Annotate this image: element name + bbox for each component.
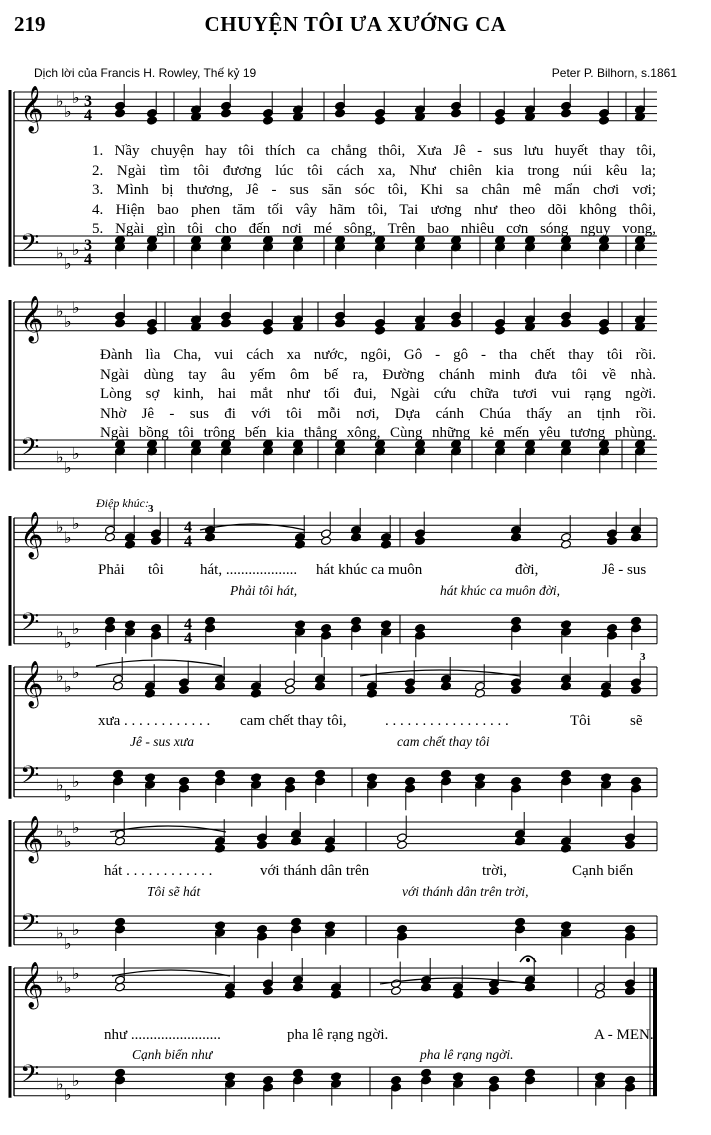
notehead <box>215 844 226 854</box>
notehead <box>415 536 426 546</box>
flat-icon: ♭ <box>72 620 80 638</box>
notehead <box>335 108 346 118</box>
treble-clef-icon: 𝄞 <box>20 661 44 706</box>
notehead <box>295 540 306 550</box>
notehead <box>321 536 332 546</box>
flat-icon: ♭ <box>64 530 72 548</box>
notehead <box>453 990 464 1000</box>
flat-icon: ♭ <box>56 303 64 321</box>
notehead <box>391 986 402 996</box>
refrain-bass-word: Phải tôi hát, <box>230 583 298 598</box>
flat-icon: ♭ <box>72 921 80 939</box>
flat-icon: ♭ <box>72 819 80 837</box>
flat-icon: ♭ <box>72 773 80 791</box>
fermata-dot <box>526 958 529 961</box>
notehead <box>595 990 606 1000</box>
notehead <box>451 318 462 328</box>
flat-icon: ♭ <box>64 788 72 806</box>
notehead <box>251 689 262 699</box>
refrain-bass-word: với thánh dân trên trời, <box>402 884 529 899</box>
flat-icon: ♭ <box>56 668 64 686</box>
notehead <box>375 116 386 126</box>
refrain-word: hát khúc ca muôn <box>316 562 423 578</box>
notehead <box>511 685 522 695</box>
slur <box>96 660 222 666</box>
refrain-word: như ........................ <box>104 1027 221 1043</box>
flat-icon: ♭ <box>72 515 80 533</box>
flat-icon: ♭ <box>64 460 72 478</box>
refrain-word: hát . . . . . . . . . . . . <box>104 863 213 879</box>
refrain-word: đời, <box>515 562 539 578</box>
flat-icon: ♭ <box>64 1087 72 1105</box>
bass-clef-icon: 𝄢 <box>20 434 40 467</box>
verse-2-line1: 2. Ngài tìm tôi đương lúc tôi cách xa, Như chiên kia trong núi kêu la; <box>92 162 656 179</box>
flat-icon: ♭ <box>56 925 64 943</box>
verse-1-line1: 1. Nầy chuyện hay tôi thích ca chẳng thôi, Xưa Jê - sus lưu huyết thay tôi, <box>92 143 656 159</box>
notehead <box>145 689 156 699</box>
notehead <box>631 532 642 542</box>
verse-5-line1: 5. Ngài gìn tôi cho đến nơi mé sông, Trên bao nhiêu cơn sóng nguy vong, <box>92 221 656 237</box>
triplet-mark: 3 <box>148 503 154 515</box>
notehead <box>147 326 158 336</box>
notehead <box>263 116 274 126</box>
notehead <box>625 986 636 996</box>
bass-clef-icon: 𝄢 <box>20 910 40 943</box>
notehead <box>405 685 416 695</box>
notehead <box>335 318 346 328</box>
refrain-label: Điệp khúc: <box>96 496 149 510</box>
flat-icon: ♭ <box>64 679 72 697</box>
bass-clef-icon: 𝄢 <box>20 609 40 642</box>
bass-staff <box>14 916 657 945</box>
notehead <box>375 326 386 336</box>
refrain-bass-word: Jê - sus xưa <box>130 734 194 749</box>
verse-3-line1: 3. Mình bị thương, Jê - sus săn sóc tôi, Khi sa chân mê mẩn chơi vơi; <box>92 182 656 198</box>
notehead <box>263 986 274 996</box>
slur <box>360 670 520 676</box>
flat-icon: ♭ <box>56 449 64 467</box>
refrain-word: trời, <box>482 863 508 879</box>
flat-icon: ♭ <box>72 1072 80 1090</box>
flat-icon: ♭ <box>56 93 64 111</box>
notehead <box>113 681 124 691</box>
hymn-title: CHUYỆN TÔI ƯA XƯỚNG CA <box>204 12 507 36</box>
refrain-word: . . . . . . . . . . . . . . . . . <box>385 713 509 729</box>
refrain-word: pha lê rạng ngời. <box>287 1027 389 1043</box>
notehead <box>561 108 572 118</box>
refrain-bass-word: pha lê rạng ngời. <box>420 1047 514 1062</box>
notehead <box>475 689 486 699</box>
verse-5-line2: Ngài bồng tôi trông bến kia thẳng xông, Cùng những kẻ mến yêu tương phùng. <box>100 425 656 441</box>
translator-credit: Dịch lời của Francis H. Rowley, Thế kỷ 19 <box>34 66 257 80</box>
refrain-word: Tôi <box>570 713 591 729</box>
notehead <box>285 685 296 695</box>
refrain-bass-word: Tôi sẽ hát <box>147 884 201 899</box>
bass-clef-icon: 𝄢 <box>20 1061 40 1094</box>
notehead <box>561 318 572 328</box>
flat-icon: ♭ <box>64 834 72 852</box>
notehead <box>489 986 500 996</box>
time-signature-bottom: 4 <box>84 251 92 268</box>
flat-icon: ♭ <box>56 969 64 987</box>
verse-lyrics-line2 <box>100 346 656 444</box>
notehead <box>631 685 642 695</box>
refrain-word: cam chết thay tôi, <box>240 713 347 729</box>
flat-icon: ♭ <box>56 823 64 841</box>
verse-2-line2: Ngài dùng tay âu yếm ôm bế ra, Đường chánh minh đưa tôi về nhà. <box>100 366 656 383</box>
flat-icon: ♭ <box>72 89 80 107</box>
flat-icon: ♭ <box>64 635 72 653</box>
notehead <box>105 532 116 542</box>
notehead <box>179 685 190 695</box>
notehead <box>225 990 236 1000</box>
verse-3-line2: Lòng sợ kinh, hai mắt như tối đui, Ngài cứu chữa tươi vui rạng ngời. <box>100 386 656 402</box>
bass-clef-icon: 𝄢 <box>20 762 40 795</box>
notehead <box>599 116 610 126</box>
notehead <box>561 844 572 854</box>
notehead <box>561 681 572 691</box>
flat-icon: ♭ <box>72 299 80 317</box>
flat-icon: ♭ <box>56 245 64 263</box>
treble-staff <box>14 664 657 696</box>
treble-clef-icon: 𝄞 <box>20 86 44 131</box>
notehead <box>561 540 572 550</box>
treble-clef-icon: 𝄞 <box>20 816 44 861</box>
notehead <box>451 108 462 118</box>
notehead <box>221 108 232 118</box>
notehead <box>115 318 126 328</box>
notehead <box>599 326 610 336</box>
notehead <box>293 982 304 992</box>
bass-clef-icon: 𝄢 <box>20 230 40 263</box>
flat-icon: ♭ <box>64 314 72 332</box>
flat-icon: ♭ <box>64 256 72 274</box>
notehead <box>257 840 268 850</box>
notehead <box>315 681 326 691</box>
treble-clef-icon: 𝄞 <box>20 296 44 341</box>
flat-icon: ♭ <box>72 445 80 463</box>
verse-lyrics-line1 <box>92 142 656 240</box>
verse-4-line2: Nhờ Jê - sus đi với tôi mỗi nơi, Dựa cánh Chúa thấy an tịnh rồi. <box>100 405 656 422</box>
refrain-word: A - MEN. <box>594 1027 654 1043</box>
flat-icon: ♭ <box>56 624 64 642</box>
notehead <box>607 536 618 546</box>
refrain-word: với thánh dân trên <box>260 863 370 879</box>
refrain-bass-word: cam chết thay tôi <box>397 734 490 749</box>
notehead <box>221 318 232 328</box>
verse-4-line1: 4. Hiện bao phen tăm tối vây hãm tôi, Tai ương như theo dõi không thôi, <box>92 201 656 218</box>
time-signature-top: 3 <box>84 237 92 254</box>
notehead <box>381 540 392 550</box>
bass-staff <box>14 768 657 797</box>
notehead <box>115 108 126 118</box>
flat-icon: ♭ <box>72 241 80 259</box>
notehead <box>495 326 506 336</box>
slur <box>380 978 530 984</box>
flat-icon: ♭ <box>72 664 80 682</box>
time-signature-bottom: 4 <box>184 533 192 550</box>
notehead <box>215 681 226 691</box>
verse-1-line2: Đành lìa Cha, vui cách xa nước, ngôi, Gô - gô - tha chết thay tôi rồi. <box>100 347 656 363</box>
composer-credit: Peter P. Bilhorn, s.1861 <box>551 66 677 80</box>
notehead <box>115 982 126 992</box>
time-signature-top: 4 <box>184 616 192 633</box>
notehead <box>115 836 126 846</box>
time-signature-top: 3 <box>84 93 92 110</box>
notehead <box>331 990 342 1000</box>
time-signature-top: 4 <box>184 519 192 536</box>
notehead <box>351 532 362 542</box>
notehead <box>263 326 274 336</box>
refrain-word: sẽ <box>630 713 643 729</box>
refrain-word: Phải <box>98 562 125 578</box>
flat-icon: ♭ <box>64 980 72 998</box>
time-signature-bottom: 4 <box>184 630 192 647</box>
notehead <box>421 982 432 992</box>
notehead <box>367 689 378 699</box>
notehead <box>205 532 216 542</box>
treble-clef-icon: 𝄞 <box>20 512 44 557</box>
refrain-word: Jê - sus <box>602 562 647 578</box>
refrain-word: Cạnh biển <box>572 863 634 879</box>
time-signature-bottom: 4 <box>84 107 92 124</box>
hymn-number: 219 <box>14 12 46 36</box>
flat-icon: ♭ <box>72 965 80 983</box>
treble-clef-icon: 𝄞 <box>20 962 44 1007</box>
notehead <box>151 536 162 546</box>
notehead <box>495 116 506 126</box>
notehead <box>125 540 136 550</box>
refrain-bass-word: Cạnh biển như <box>132 1047 213 1062</box>
refrain-word: xưa . . . . . . . . . . . . <box>98 713 211 729</box>
notehead <box>325 844 336 854</box>
treble-staff <box>14 819 657 851</box>
refrain-bass-word: hát khúc ca muôn đời, <box>440 583 561 598</box>
flat-icon: ♭ <box>64 104 72 122</box>
notehead <box>625 840 636 850</box>
refrain-word: hát, ................... <box>200 562 298 578</box>
notehead <box>291 836 302 846</box>
notehead <box>601 689 612 699</box>
refrain-word: tôi <box>148 562 164 578</box>
notehead <box>397 840 408 850</box>
notehead <box>515 836 526 846</box>
flat-icon: ♭ <box>56 1076 64 1094</box>
notehead <box>147 116 158 126</box>
flat-icon: ♭ <box>56 519 64 537</box>
flat-icon: ♭ <box>64 936 72 954</box>
notehead <box>441 681 452 691</box>
flat-icon: ♭ <box>56 777 64 795</box>
triplet-mark: 3 <box>640 651 646 663</box>
notehead <box>511 532 522 542</box>
